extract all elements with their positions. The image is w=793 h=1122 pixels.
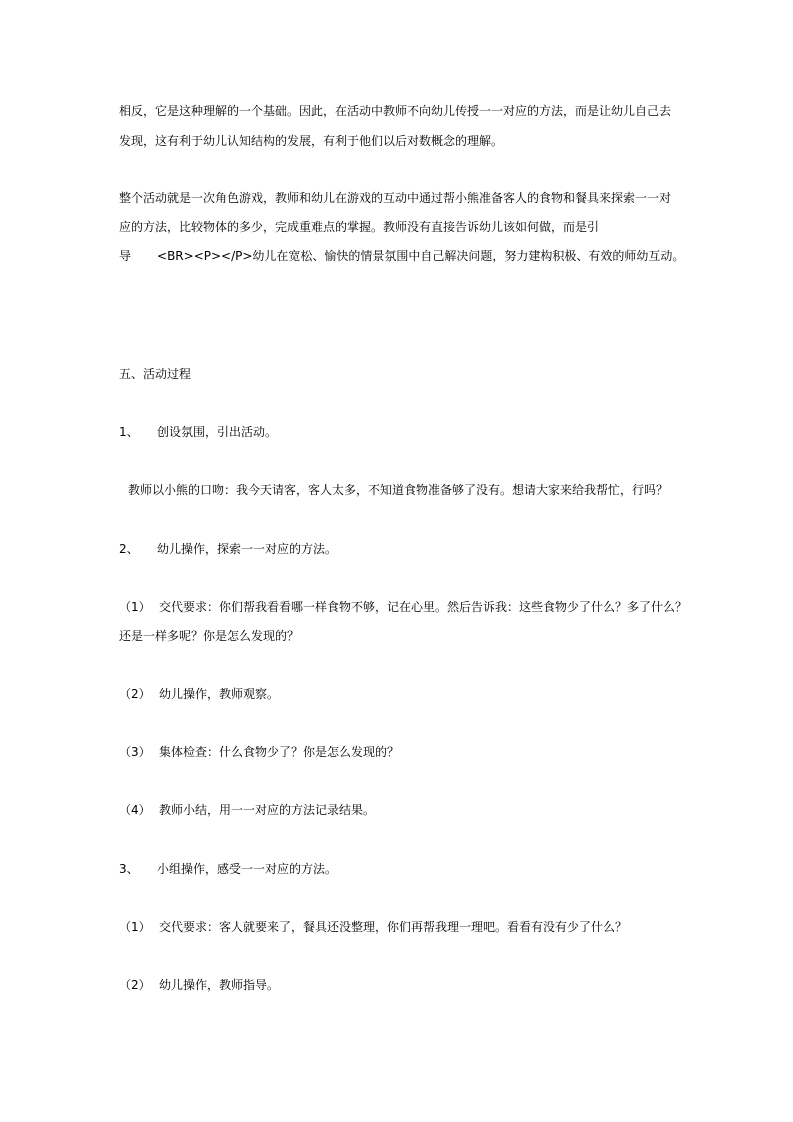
step1-detail: 教师以小熊的口吻：我今天请客，客人太多，不知道食物准备够了没有。想请大家来给我帮忙，行吗？	[128, 483, 669, 497]
step1-heading	[119, 424, 277, 440]
step2-item2-number: （2）	[119, 687, 151, 701]
step1-title: 创设氛围，引出活动。	[157, 425, 278, 439]
step1-number: 1、	[119, 425, 139, 439]
step3-item2-text: 幼儿操作，教师指导。	[159, 978, 280, 992]
paragraph1-line1: 相反，它是这种理解的一个基础。因此，在活动中教师不向幼儿传授一一对应的方法，而是让幼儿自己去	[119, 104, 672, 118]
paragraph2-line3-prefix: 导	[119, 249, 132, 263]
step2-item1	[119, 599, 687, 615]
paragraph2-line3-rest: <BR><P></P>幼儿在宽松、愉快的情景氛围中自己解决问题，努力建构积极、有效的师幼互动。	[157, 249, 685, 263]
step2-item3	[119, 744, 399, 760]
step2-item2	[119, 686, 279, 702]
step2-item3-text: 集体检查：什么食物少了？你是怎么发现的？	[159, 745, 400, 759]
step2-item4-text: 教师小结，用一一对应的方法记录结果。	[159, 803, 376, 817]
step3-item2-number: （2）	[119, 978, 151, 992]
step3-title: 小组操作，感受一一对应的方法。	[157, 862, 338, 876]
step2-item4	[119, 802, 375, 818]
step2-title: 幼儿操作，探索一一对应的方法。	[157, 542, 338, 556]
step2-item1-number: （1）	[119, 600, 151, 614]
paragraph1-line2: 发现，这有利于幼儿认知结构的发展，有利于他们以后对数概念的理解。	[119, 134, 504, 148]
paragraph2-line3	[119, 248, 684, 264]
step2-item2-text: 幼儿操作，教师观察。	[159, 687, 280, 701]
step3-number: 3、	[119, 862, 139, 876]
step2-item3-number: （3）	[119, 745, 151, 759]
section-title: 五、活动过程	[119, 367, 192, 381]
step2-item4-number: （4）	[119, 803, 151, 817]
step2-item1-continuation: 还是一样多呢？你是怎么发现的？	[119, 629, 300, 643]
step3-item2	[119, 977, 279, 993]
step3-item1	[119, 919, 627, 935]
paragraph2-line2: 应的方法，比较物体的多少，完成重难点的掌握。教师没有直接告诉幼儿该如何做，而是引	[119, 220, 600, 234]
step3-heading	[119, 861, 337, 877]
paragraph2-line1: 整个活动就是一次角色游戏，教师和幼儿在游戏的互动中通过帮小熊准备客人的食物和餐具来探索一一对	[119, 191, 672, 205]
step2-item1-text: 交代要求：你们帮我看看哪一样食物不够，记在心里。然后告诉我：这些食物少了什么？多了什么？	[159, 600, 688, 614]
step3-item1-text: 交代要求：客人就要来了，餐具还没整理，你们再帮我理一理吧。看看有没有少了什么？	[159, 920, 628, 934]
step2-heading	[119, 541, 337, 557]
step3-item1-number: （1）	[119, 920, 151, 934]
step2-number: 2、	[119, 542, 139, 556]
